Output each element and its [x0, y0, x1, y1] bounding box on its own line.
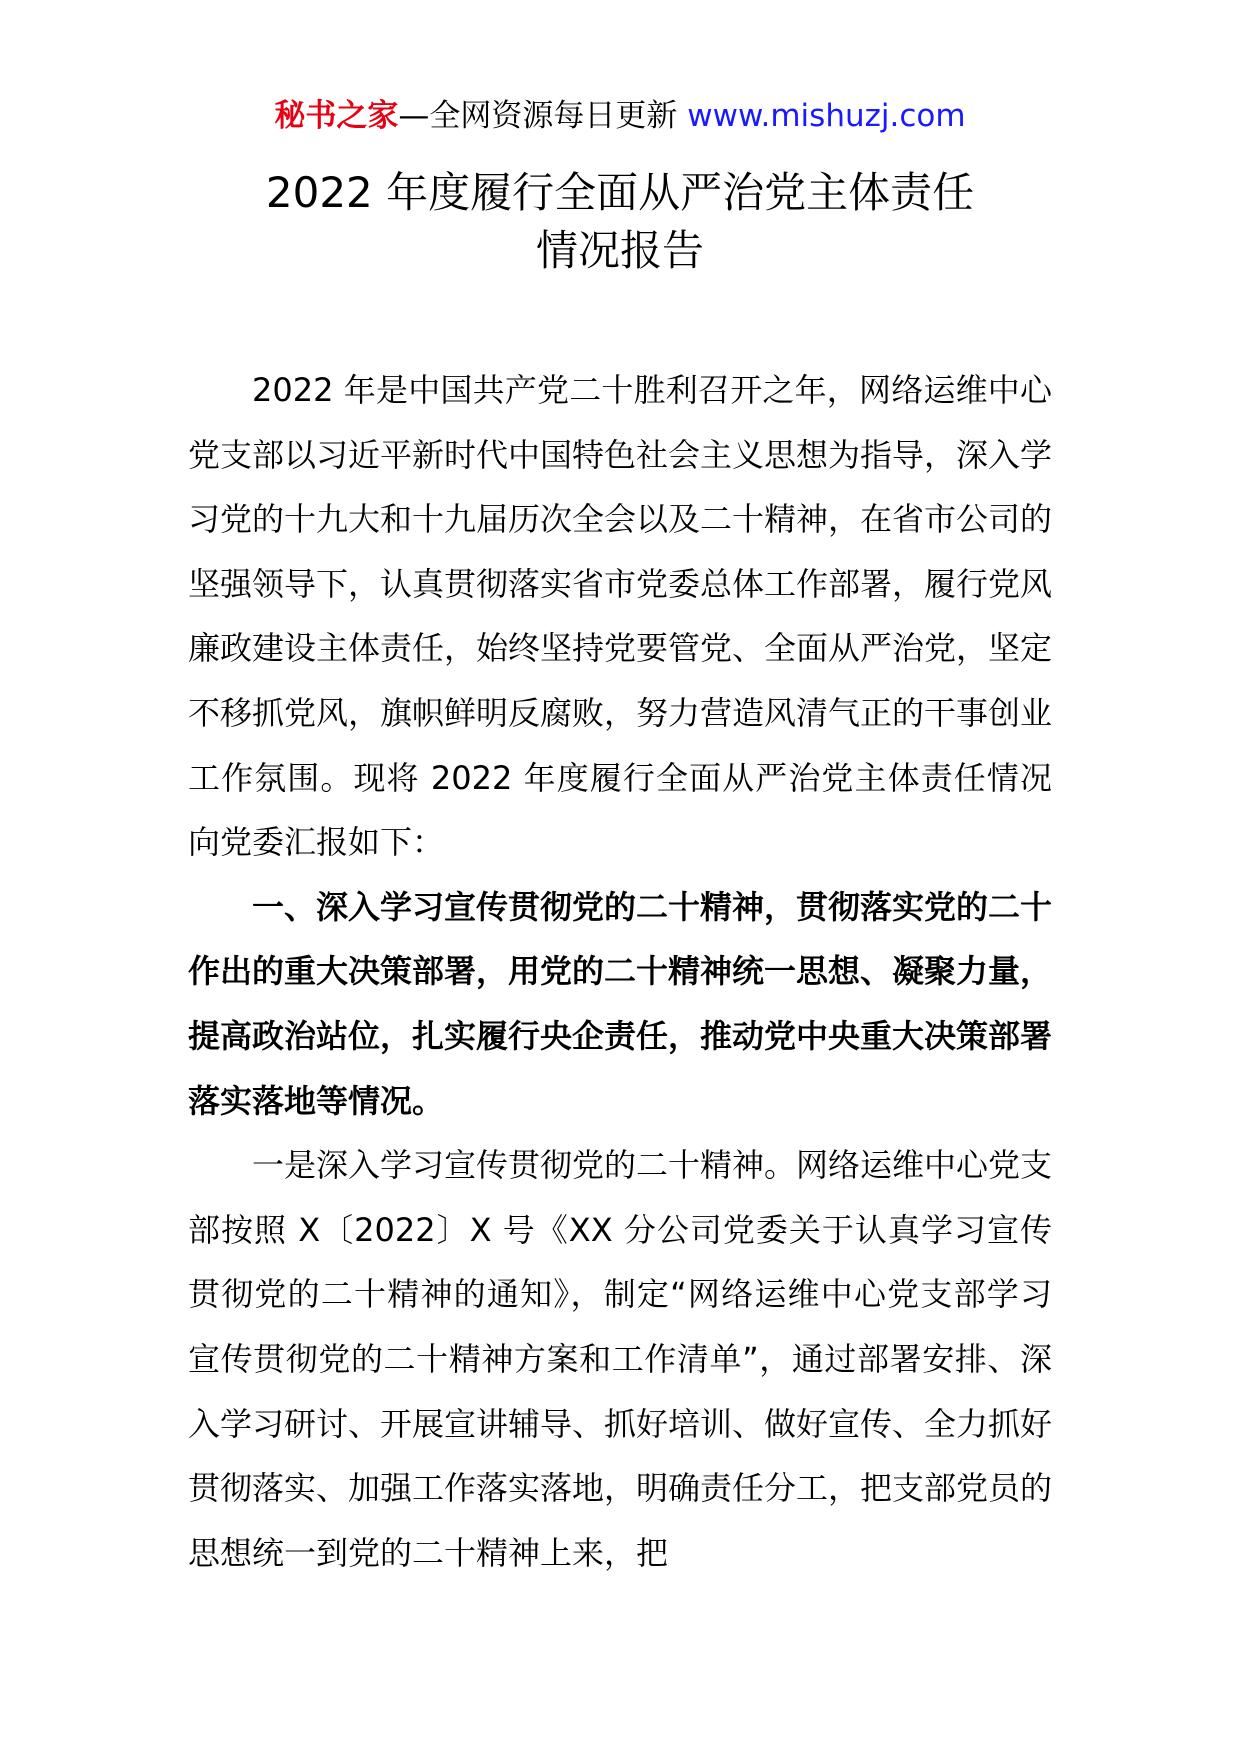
site-header [0, 96, 1240, 136]
paragraph-intro: 2022 年是中国共产党二十胜利召开之年，网络运维中心党支部以习近平新时代中国特色社会主义思想为指导，深入学习党的十九大和十九届历次全会以及二十精神，在省市公司的坚强领导下，认真贯彻落实省市党委总体工作部署，履行党风廉政建设主体责任，始终坚持党要管党、全面从严治党，坚定不移抓党风，旗帜鲜明反腐败，努力营造风清气正的干事创业工作氛围。现将 2022 年度履行全面从严治党主体责任情况向党委汇报如下： [188, 371, 1053, 862]
document-title [0, 164, 1240, 280]
document-body [188, 358, 1052, 1585]
brand-name: 秘书之家 [274, 98, 399, 134]
title-line-2: 情况报告 [535, 226, 704, 275]
title-line-1: 2022 年度履行全面从严治党主体责任 [265, 168, 975, 217]
section-heading-1: 一、深入学习宣传贯彻党的二十精神，贯彻落实党的二十作出的重大决策部署，用党的二十精神统一思想、凝聚力量，提高政治站位，扎实履行央企责任，推动党中央重大决策部署落实落地等情况。 [188, 887, 1053, 1120]
site-url-link[interactable]: www.mishuzj.com [687, 98, 966, 134]
paragraph-point-1: 一是深入学习宣传贯彻党的二十精神。网络运维中心党支部按照 X〔2022〕X 号《XX 分公司党委关于认真学习宣传贯彻党的二十精神的通知》，制定“网络运维中心党支部学习宣传贯彻党的二十精神方案和工作清单”，通过部署安排、深入学习研讨、开展宣讲辅导、抓好培训、做好宣传、全力抓好贯彻落实、加强工作落实落地，明确责任分工，把支部党员的思想统一到党的二十精神上来，把 [188, 1146, 1053, 1572]
header-slogan: —全网资源每日更新 [398, 98, 688, 134]
